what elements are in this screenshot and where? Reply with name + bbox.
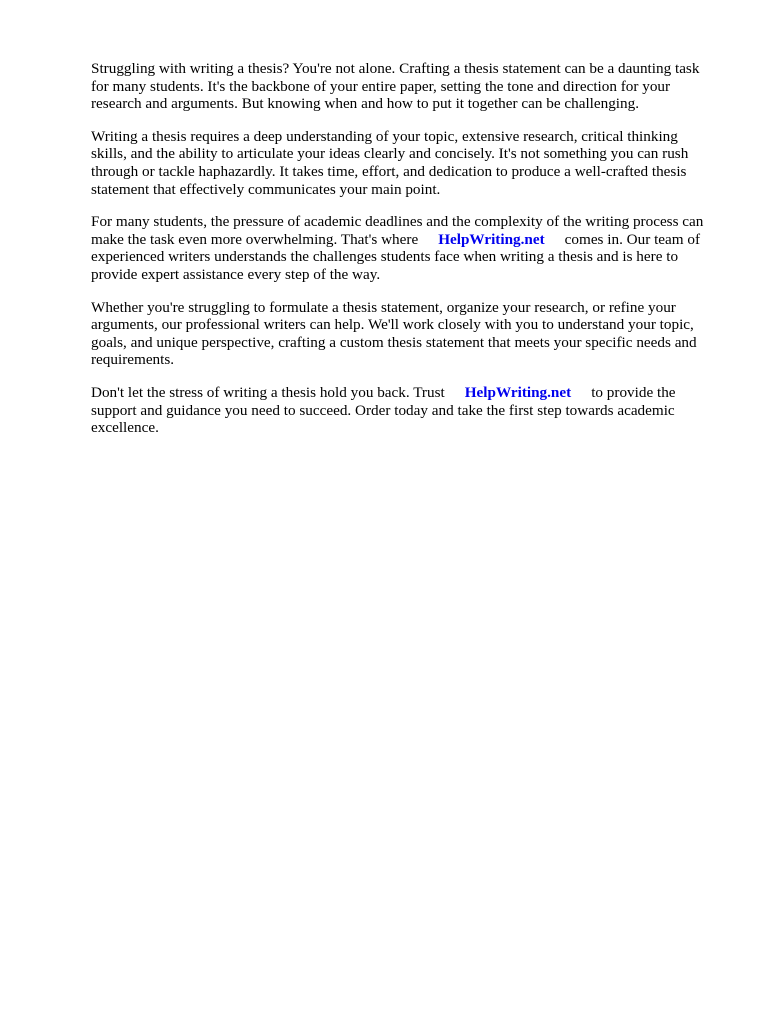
text-line-with-link (91, 231, 731, 249)
helpwriting-link[interactable]: HelpWriting.net (438, 230, 545, 248)
text-line: skills, and the ability to articulate your ideas clearly and concisely. It's not something you can rush (91, 145, 689, 163)
paragraph-5 (91, 384, 731, 437)
text-line: research and arguments. But knowing when and how to put it together can be challenging. (91, 95, 640, 113)
text-line: Struggling with writing a thesis? You're not alone. Crafting a thesis statement can be a daunting task (91, 60, 700, 77)
text-line: Whether you're struggling to formulate a thesis statement, organize your research, or refine your (91, 298, 676, 316)
text-line: through or tackle haphazardly. It takes time, effort, and dedication to produce a well-crafted thesis (91, 162, 687, 180)
paragraph-2 (91, 128, 731, 198)
text-line: excellence. (91, 419, 159, 437)
paragraph-4 (91, 299, 731, 369)
text-line: For many students, the pressure of academic deadlines and the complexity of the writing process can (91, 213, 704, 231)
text-line: requirements. (91, 351, 175, 369)
text-line: statement that effectively communicates your main point. (91, 180, 441, 198)
text-line: experienced writers understands the challenges students face when writing a thesis and is here to (91, 248, 679, 266)
text-line: Writing a thesis requires a deep understanding of your topic, extensive research, critical thinking (91, 127, 678, 145)
text-line-with-link (91, 384, 731, 402)
text-line: for many students. It's the backbone of your entire paper, setting the tone and direction for your (91, 77, 671, 95)
text-line: support and guidance you need to succeed. Order today and take the first step towards academic (91, 401, 675, 419)
helpwriting-link[interactable]: HelpWriting.net (464, 383, 572, 401)
text-segment: comes in. Our team of (564, 230, 701, 248)
document-body (91, 60, 731, 452)
text-line: goals, and unique perspective, crafting a custom thesis statement that meets your specific needs and (91, 333, 697, 351)
paragraph-1 (91, 60, 731, 113)
text-line: arguments, our professional writers can help. We'll work closely with you to understand your topic, (91, 316, 694, 334)
text-segment: Don't let the stress of writing a thesis hold you back. Trust (91, 383, 445, 401)
text-segment: make the task even more overwhelming. That's where (91, 230, 419, 248)
paragraph-3 (91, 213, 731, 283)
text-line: provide expert assistance every step of the way. (91, 265, 381, 283)
text-segment: to provide the (591, 383, 676, 401)
